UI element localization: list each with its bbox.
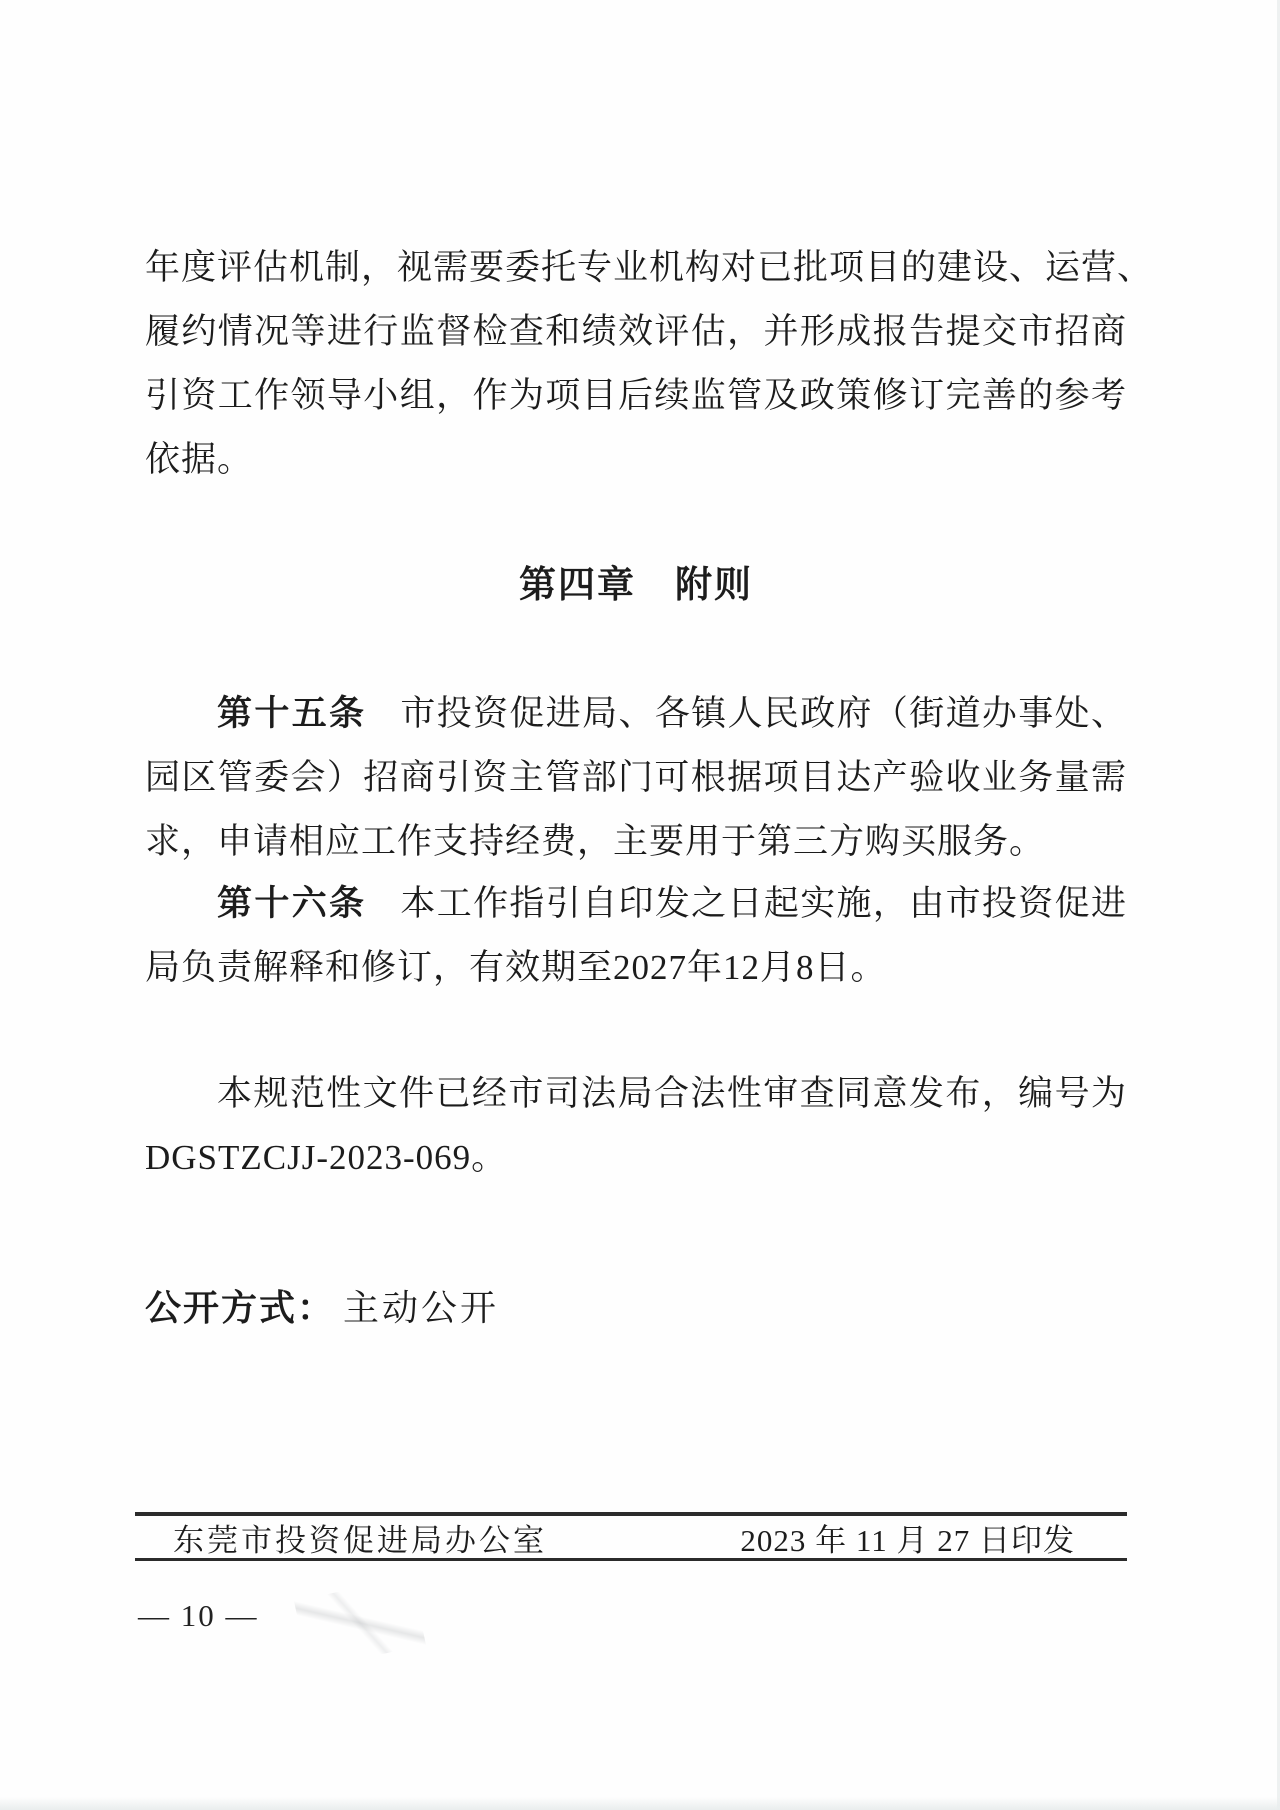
page-number: — 10 —: [138, 1598, 259, 1633]
document-number-line: DGSTZCJJ-2023-069。: [145, 1138, 508, 1177]
scan-smudge: [294, 1576, 426, 1669]
issuing-office: 东莞市投资促进局办公室: [173, 1522, 547, 1558]
paragraph-line: 依据。: [145, 440, 254, 479]
article-line: 园区管委会）招商引资主管部门可根据项目达产验收业务量需: [145, 758, 1127, 797]
publicity-label: 公开方式：: [145, 1287, 336, 1328]
article-line: 求，申请相应工作支持经费，主要用于第三方购买服务。: [145, 822, 1046, 861]
article-line: [145, 682, 1127, 746]
article-line: 局负责解释和修订，有效期至2027年12月8日。: [145, 948, 887, 987]
paragraph-line: 本规范性文件已经市司法局合法性审查同意发布，编号为: [217, 1074, 1127, 1113]
article-line: [145, 872, 1127, 936]
chapter-heading: 第四章 附则: [519, 564, 753, 605]
footer-issuing-bar: [135, 1512, 1127, 1561]
article-16: [145, 872, 1127, 1000]
paragraph-line: 履约情况等进行监督检查和绩效评估，并形成报告提交市招商: [145, 312, 1127, 351]
continuation-paragraph: [145, 236, 1154, 492]
article-16-label: 第十六条: [217, 884, 367, 923]
scan-bottom-edge: [0, 1797, 1280, 1810]
paragraph-line: 年度评估机制，视需要委托专业机构对已批项目的建设、运营、: [145, 248, 1154, 287]
publicity-value: 主动公开: [343, 1288, 500, 1328]
article-15: [145, 682, 1127, 874]
article-15-label: 第十五条: [217, 694, 367, 733]
approval-paragraph: [145, 1062, 1127, 1190]
paragraph-line: 引资工作领导小组，作为项目后续监管及政策修订完善的参考: [145, 376, 1127, 415]
article-15-text: 市投资促进局、各镇人民政府（街道办事处、: [400, 694, 1127, 733]
article-16-text: 本工作指引自印发之日起实施，由市投资促进: [400, 884, 1127, 923]
publicity-line: [145, 1283, 499, 1333]
print-date: 2023 年 11 月 27 日印发: [740, 1522, 1075, 1558]
